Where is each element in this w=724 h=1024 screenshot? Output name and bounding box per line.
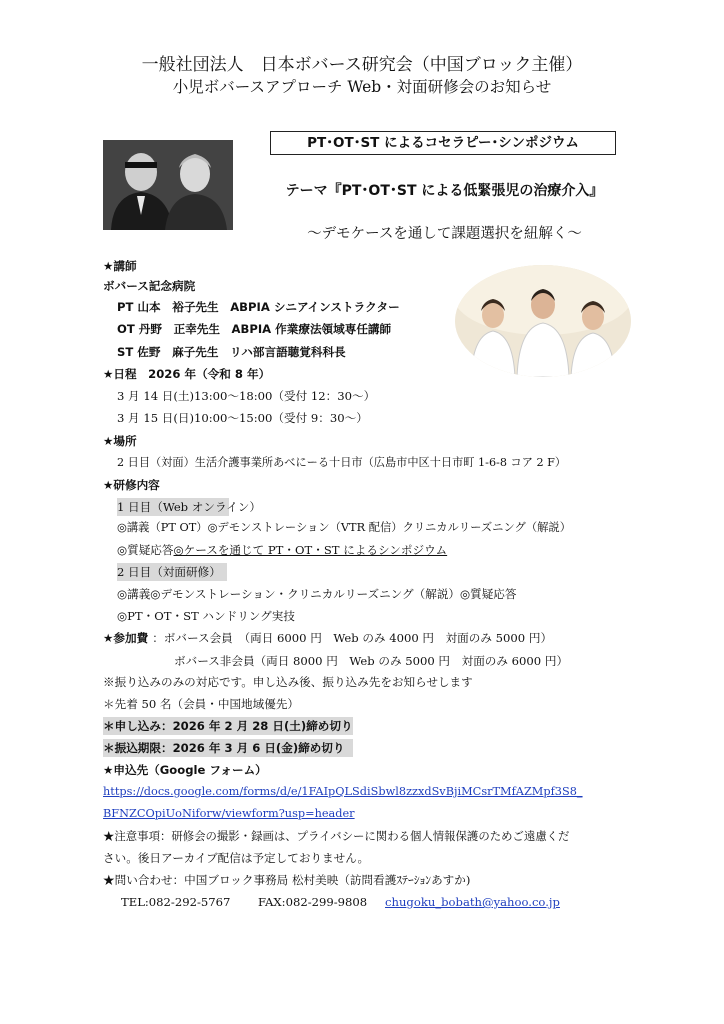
lecturer-item: ST 佐野 麻子先生 リハ部言語聴覚科科長 (117, 345, 346, 359)
document-subtitle: 小児ボバースアプローチ Web・対面研修会のお知らせ (172, 78, 552, 96)
caution-line2: さい。後日アーカイブ配信は予定しておりません。 (103, 851, 370, 865)
application-url-line2[interactable]: BFNZCOpiUoNiforw/viewform?usp=header (103, 807, 355, 820)
apply-deadline: ＊申し込み：2026 年 2 月 28 日(土)締め切り (103, 719, 353, 733)
day2-line2: ◎PT・OT・ST ハンドリング実技 (117, 609, 295, 623)
caution-line1: ★注意事項：研修会の撮影・録画は、プライバシーに関わる個人情報保護のためご遠慮くだ (103, 829, 570, 843)
fee-nonmember-row: ボバース非会員（両日 8000 円 Web のみ 5000 円 対面のみ 6000 円） (174, 654, 569, 668)
day1-line2: ◎質疑応答◎ケースを通じて PT・OT・ST によるシンポジウム (117, 543, 448, 557)
schedule-day2: 3 月 15 日(日)10:00～15:00（受付 9：30～） (117, 411, 368, 425)
application-url-line1[interactable]: https://docs.google.com/forms/d/e/1FAIpQLSdiSbwl8zzxdSvBjiMCsrTMfAZMpf3S8_ (103, 785, 583, 798)
lecturers-photo (455, 265, 631, 377)
venue-heading: ★場所 (103, 434, 137, 448)
day1-label: 1 日目（Web オンライン） (117, 500, 261, 514)
founders-photo (103, 140, 233, 230)
contact-fax: FAX:082-299-9808 (258, 895, 368, 909)
day2-line1: ◎講義◎デモンストレーション・クリニカルリーズニング（解説）◎質疑応答 (117, 587, 517, 601)
symposium-box-title: PT･OT･ST によるコセラピー･シンポジウム (270, 131, 616, 155)
schedule-day1: 3 月 14 日(土)13:00～18:00（受付 12：30～） (117, 389, 376, 403)
lecturer-heading: ★講師 (103, 259, 137, 273)
contact-email-link[interactable]: chugoku_bobath@yahoo.co.jp (385, 895, 560, 909)
subtheme-heading: ～デモケースを通して課題選択を紐解く～ (307, 226, 582, 242)
application-heading: ★申込先（Google フォーム） (103, 763, 267, 777)
theme-heading: テーマ『PT･OT･ST による低緊張児の治療介入』 (285, 183, 604, 199)
transfer-note: ※振り込みのみの対応です。申し込み後、振り込み先をお知らせします (103, 675, 473, 689)
venue-text: 2 日目（対面）生活介護事業所あべにーる十日市（広島市中区十日市町 1-6-8 コア 2 F） (117, 456, 567, 469)
day1-line1: ◎講義（PT OT）◎デモンストレーション（VTR 配信）クリニカルリーズニング（解説） (117, 521, 572, 534)
lecturer-hospital: ボバース記念病院 (103, 279, 196, 293)
schedule-heading: ★日程 2026 年（令和 8 年） (103, 367, 271, 381)
contact-tel: TEL:082-292-5767 (121, 895, 231, 909)
lecturer-item: OT 丹野 正幸先生 ABPIA 作業療法領域専任講師 (117, 322, 392, 336)
day2-label: 2 日目（対面研修） (117, 563, 227, 581)
payment-deadline: ＊振込期限：2026 年 3 月 6 日(金)締め切り (103, 739, 353, 757)
contact-line: ★問い合わせ：中国ブロック事務局 松村美映（訪問看護ｽﾃｰｼｮﾝあすか) (103, 873, 471, 887)
fee-member-row: ★参加費 ：ボバース会員 （両日 6000 円 Web のみ 4000 円 対面のみ 5000 円） (103, 631, 553, 645)
content-heading: ★研修内容 (103, 478, 160, 492)
capacity-note: ＊先着 50 名（会員・中国地域優先） (103, 697, 300, 711)
document-title: 一般社団法人 日本ボバース研究会（中国ブロック主催） (141, 55, 583, 75)
lecturer-item: PT 山本 裕子先生 ABPIA シニアインストラクター (117, 300, 400, 314)
